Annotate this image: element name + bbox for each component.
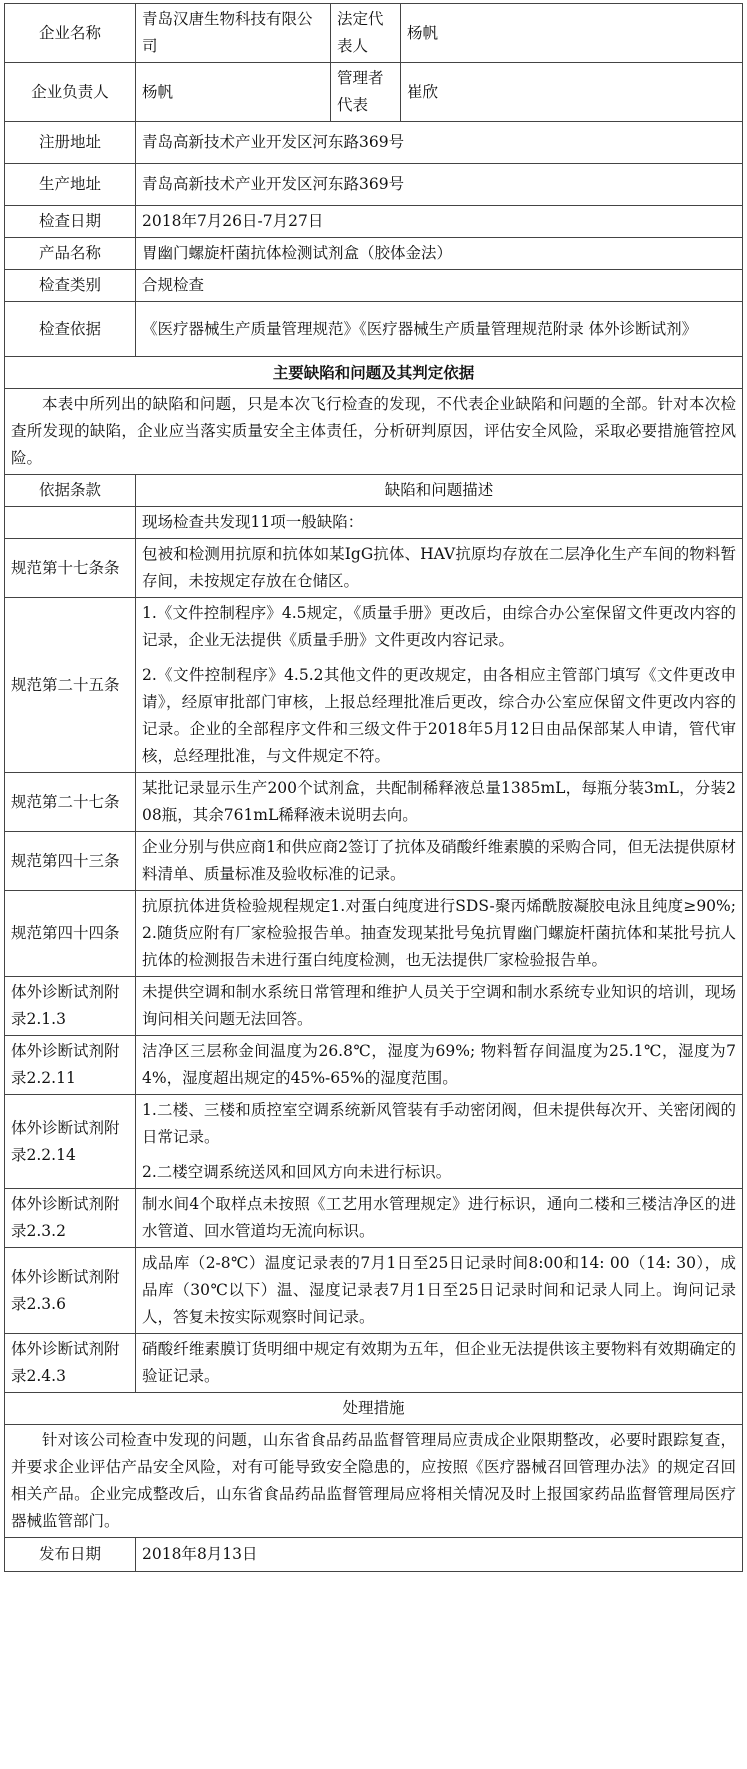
row-prod-address xyxy=(5,164,743,206)
defect-clause: 体外诊断试剂附录2.3.2 xyxy=(5,1189,136,1248)
defect-clause: 体外诊断试剂附录2.2.11 xyxy=(5,1036,136,1095)
row-category xyxy=(5,270,743,302)
basis: 《医疗器械生产质量管理规范》《医疗器械生产质量管理规范附录 体外诊断试剂》 xyxy=(136,302,743,357)
defect-desc xyxy=(136,773,743,832)
defect-clause: 体外诊断试剂附录2.3.6 xyxy=(5,1248,136,1334)
defect-row xyxy=(5,1036,743,1095)
category-label: 检查类别 xyxy=(5,270,136,302)
defect-row xyxy=(5,1189,743,1248)
reg-address-label: 注册地址 xyxy=(5,122,136,164)
mgmt-rep: 崔欣 xyxy=(401,63,743,122)
defect-desc xyxy=(136,1334,743,1393)
reg-address: 青岛高新技术产业开发区河东路369号 xyxy=(136,122,743,164)
defect-item: 硝酸纤维素膜订货明细中规定有效期为五年，但企业无法提供该主要物料有效期确定的验证记录。 xyxy=(142,1340,736,1385)
defect-desc xyxy=(136,977,743,1036)
category: 合规检查 xyxy=(136,270,743,302)
defect-item: 某批记录显示生产200个试剂盒，共配制稀释液总量1385mL，每瓶分装3mL，分装208瓶，其余761mL稀释液未说明去向。 xyxy=(142,779,736,824)
defect-desc xyxy=(136,1095,743,1189)
summary-blank-cell xyxy=(5,507,136,539)
defect-row xyxy=(5,598,743,773)
prod-address: 青岛高新技术产业开发区河东路369号 xyxy=(136,164,743,206)
defect-item: 制水间4个取样点未按照《工艺用水管理规定》进行标识，通向二楼和三楼洁净区的进水管道、回水管道均无流向标识。 xyxy=(142,1195,736,1240)
legal-rep-label: 法定代表人 xyxy=(331,4,401,63)
defect-clause: 规范第十七条条 xyxy=(5,539,136,598)
defect-row xyxy=(5,539,743,598)
defect-item: 2.《文件控制程序》4.5.2其他文件的更改规定，由各相应主管部门填写《文件更改申请》，经原审批部门审核，上报总经理批准后更改，综合办公室应保留文件更改内容的记录。企业的全部程序文件和三级文件于2018年5月12日由品保部某人申请，管代审核，总经理批准，与文件规定不符。 xyxy=(142,666,736,765)
defect-clause: 体外诊断试剂附录2.2.14 xyxy=(5,1095,136,1189)
defect-desc xyxy=(136,832,743,891)
col-desc-header: 缺陷和问题描述 xyxy=(136,475,743,507)
defect-item: 包被和检测用抗原和抗体如某IgG抗体、HAV抗原均存放在二层净化生产车间的物料暂存间，未按规定存放在仓储区。 xyxy=(142,545,736,590)
row-inspect-date xyxy=(5,206,743,238)
principal-label: 企业负责人 xyxy=(5,63,136,122)
row-principal xyxy=(5,63,743,122)
product-name: 胃幽门螺旋杆菌抗体检测试剂盒（胶体金法） xyxy=(136,238,743,270)
basis-label: 检查依据 xyxy=(5,302,136,357)
defect-row xyxy=(5,773,743,832)
defect-desc xyxy=(136,1248,743,1334)
defect-item: 1.《文件控制程序》4.5规定，《质量手册》更改后，由综合办公室保留文件更改内容的记录，企业无法提供《质量手册》文件更改内容记录。 xyxy=(142,604,736,649)
prod-address-label: 生产地址 xyxy=(5,164,136,206)
defect-row xyxy=(5,1095,743,1189)
row-basis xyxy=(5,302,743,357)
row-measures-title xyxy=(5,1393,743,1425)
col-basis-header: 依据条款 xyxy=(5,475,136,507)
defect-clause: 规范第四十四条 xyxy=(5,891,136,977)
publish-date: 2018年8月13日 xyxy=(136,1538,743,1572)
row-defects-intro xyxy=(5,389,743,475)
defect-row xyxy=(5,1334,743,1393)
inspect-date-label: 检查日期 xyxy=(5,206,136,238)
defect-row xyxy=(5,977,743,1036)
defect-item: 洁净区三层称金间温度为26.8℃，湿度为69%; 物料暂存间温度为25.1℃，湿度为74%，湿度超出规定的45%-65%的湿度范围。 xyxy=(142,1042,736,1087)
row-reg-address xyxy=(5,122,743,164)
defect-clause: 规范第二十五条 xyxy=(5,598,136,773)
defect-clause: 体外诊断试剂附录2.1.3 xyxy=(5,977,136,1036)
publish-label: 发布日期 xyxy=(5,1538,136,1572)
legal-rep: 杨帆 xyxy=(401,4,743,63)
defect-desc xyxy=(136,598,743,773)
defect-row xyxy=(5,832,743,891)
row-publish xyxy=(5,1538,743,1572)
defects-title: 主要缺陷和问题及其判定依据 xyxy=(5,357,743,389)
defect-desc xyxy=(136,539,743,598)
inspect-date: 2018年7月26日-7月27日 xyxy=(136,206,743,238)
defect-clause: 体外诊断试剂附录2.4.3 xyxy=(5,1334,136,1393)
defect-clause: 规范第四十三条 xyxy=(5,832,136,891)
defect-desc xyxy=(136,1036,743,1095)
defect-item: 企业分别与供应商1和供应商2签订了抗体及硝酸纤维素膜的采购合同，但无法提供原材料清单、质量标准及验收标准的记录。 xyxy=(142,838,736,883)
measures-text: 针对该公司检查中发现的问题，山东省食品药品监督管理局应责成企业限期整改，必要时跟踪复查，并要求企业评估产品安全风险，对有可能导致安全隐患的，应按照《医疗器械召回管理办法》的规定召回相关产品。企业完成整改后，山东省食品药品监督管理局应将相关情况及时上报国家药品监督管理局医疗器械监管部门。 xyxy=(5,1425,743,1538)
product-label: 产品名称 xyxy=(5,238,136,270)
company-name: 青岛汉唐生物科技有限公司 xyxy=(136,4,331,63)
company-name-label: 企业名称 xyxy=(5,4,136,63)
defect-item: 抗原抗体进货检验规程规定1.对蛋白纯度进行SDS-聚丙烯酰胺凝胶电泳且纯度≥90%; 2.随货应附有厂家检验报告单。抽查发现某批号兔抗胃幽门螺旋杆菌抗体和某批号抗人抗体的检测报告未进行蛋白纯度检测，也无法提供厂家检验报告单。 xyxy=(142,897,736,969)
principal: 杨帆 xyxy=(136,63,331,122)
row-company xyxy=(5,4,743,63)
row-measures xyxy=(5,1425,743,1538)
report-table xyxy=(4,3,743,1572)
measures-title: 处理措施 xyxy=(5,1393,743,1425)
defect-item: 未提供空调和制水系统日常管理和维护人员关于空调和制水系统专业知识的培训，现场询问相关问题无法回答。 xyxy=(142,983,736,1028)
defect-row xyxy=(5,891,743,977)
row-defects-summary xyxy=(5,507,743,539)
defects-intro: 本表中所列出的缺陷和问题，只是本次飞行检查的发现，不代表企业缺陷和问题的全部。针对本次检查所发现的缺陷，企业应当落实质量安全主体责任，分析研判原因，评估安全风险，采取必要措施管控风险。 xyxy=(5,389,743,475)
defect-clause: 规范第二十七条 xyxy=(5,773,136,832)
defect-item: 2.二楼空调系统送风和回风方向未进行标识。 xyxy=(142,1163,452,1181)
defects-summary: 现场检查共发现11项一般缺陷： xyxy=(136,507,743,539)
inspection-report xyxy=(4,3,742,1572)
row-defects-title xyxy=(5,357,743,389)
row-defects-header xyxy=(5,475,743,507)
defect-desc xyxy=(136,891,743,977)
row-product xyxy=(5,238,743,270)
defect-item: 成品库（2-8℃）温度记录表的7月1日至25日记录时间8:00和14: 00（14: 30），成品库（30℃以下）温、湿度记录表7月1日至25日记录时间和记录人同上。询问记录人，答复未按实际观察时间记录。 xyxy=(142,1254,736,1326)
defect-desc xyxy=(136,1189,743,1248)
mgmt-rep-label: 管理者代表 xyxy=(331,63,401,122)
defect-row xyxy=(5,1248,743,1334)
defect-item: 1.二楼、三楼和质控室空调系统新风管装有手动密闭阀，但未提供每次开、关密闭阀的日常记录。 xyxy=(142,1101,736,1146)
